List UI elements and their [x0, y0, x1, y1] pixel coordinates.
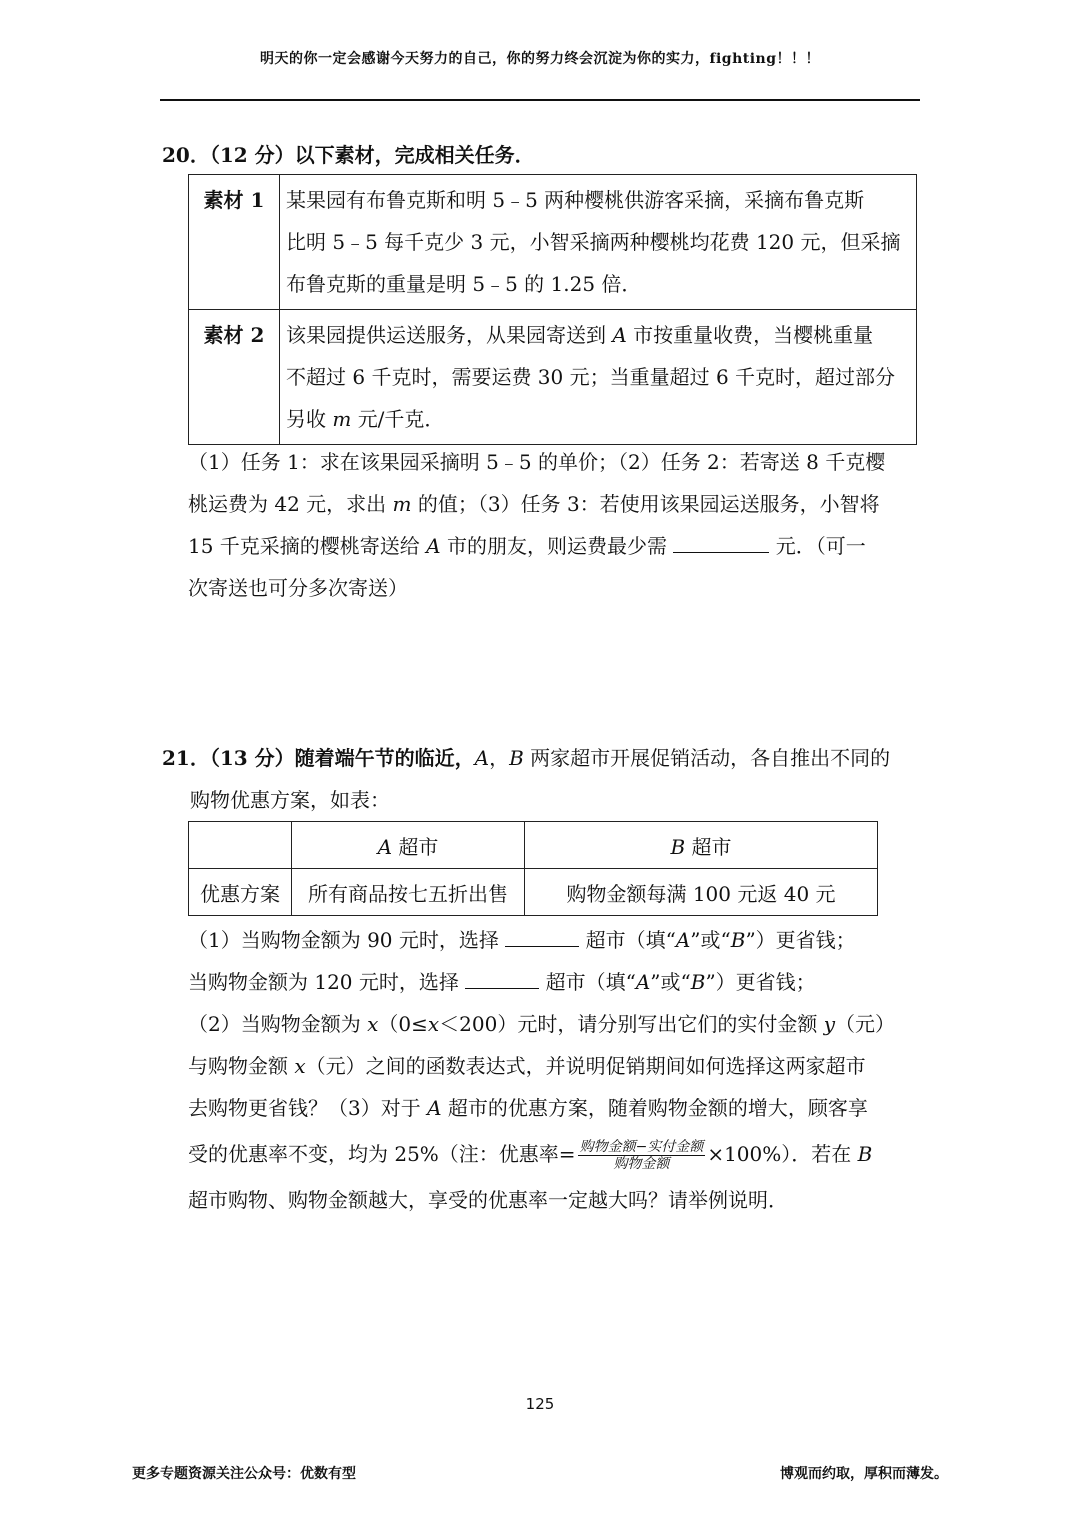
material-2-line: 不超过 6 千克时，需要运费 30 元；当重量超过 6 千克时，超过部分 [286, 365, 896, 389]
part-line: 超市购物、购物金额越大，享受的优惠率一定越大吗？请举例说明． [188, 1188, 788, 1212]
question-21-title: 21．（13 分）随着端午节的临近，A，B 两家超市开展促销活动，各自推出不同的 [162, 746, 891, 770]
task-line: 15 千克采摘的樱桃寄送给 A 市的朋友，则运费最少需 元．（可一 [188, 534, 866, 558]
material-1-text [280, 175, 917, 310]
col-header-b: B 超市 [525, 822, 878, 869]
header-divider [160, 99, 920, 101]
part-line: （1）当购物金额为 90 元时，选择 超市（填“A”或“B”）更省钱； [188, 928, 856, 952]
q21-parts [188, 919, 895, 1221]
page-number: 125 [525, 1395, 555, 1413]
part-line: 受的优惠率不变，均为 25%（注：优惠率= $\frac{\text{购物金额−实付金额}}{\text{购物金额}}$ ×100%）．若在 B [188, 1139, 873, 1172]
answer-blank[interactable] [673, 534, 769, 553]
table-row [189, 869, 878, 916]
task-line: （1）任务 1：求在该果园采摘明 5﹣5 的单价；（2）任务 2：若寄送 8 千克樱 [188, 450, 886, 474]
q21-supermarket-table [188, 821, 878, 916]
task-line: 次寄送也可分多次寄送） [188, 576, 408, 600]
part-line: 去购物更省钱？（3）对于 A 超市的优惠方案，随着购物金额的增大，顾客享 [188, 1096, 868, 1120]
material-2-label: 素材 2 [189, 310, 280, 445]
part-line: 与购物金额 x（元）之间的函数表达式，并说明促销期间如何选择这两家超市 [188, 1054, 866, 1078]
material-2-line: 另收 m 元/千克． [286, 407, 445, 431]
material-1-row [189, 175, 917, 310]
material-2-line: 该果园提供运送服务，从果园寄送到 A 市按重量收费，当樱桃重量 [286, 323, 874, 347]
discount-rate-fraction: $\frac{\text{购物金额−实付金额}}{\text{购物金额}}$ [579, 1139, 704, 1172]
material-1-line: 比明 5﹣5 每千克少 3 元，小智采摘两种樱桃均花费 120 元，但采摘 [286, 230, 901, 254]
table-corner-cell [189, 822, 292, 869]
material-1-label: 素材 1 [189, 175, 280, 310]
part-line: （2）当购物金额为 x（0≤x＜200）元时，请分别写出它们的实付金额 y（元） [188, 1012, 895, 1036]
material-1-line: 布鲁克斯的重量是明 5﹣5 的 1.25 倍． [286, 272, 642, 296]
answer-blank[interactable] [465, 970, 539, 989]
q20-tasks [188, 441, 885, 609]
material-2-row [189, 310, 917, 445]
footer-right-text: 博观而约取，厚积而薄发。 [780, 1466, 948, 1482]
col-header-a: A 超市 [292, 822, 525, 869]
footer-left-text: 更多专题资源关注公众号：优数有型 [132, 1466, 356, 1482]
header-slogan: 明天的你一定会感谢今天努力的自己，你的努力终会沉淀为你的实力，fighting！！！ [259, 51, 821, 67]
question-21-title-cont: 购物优惠方案，如表： [190, 788, 390, 812]
part-line: 当购物金额为 120 元时，选择 超市（填“A”或“B”）更省钱； [188, 970, 816, 994]
answer-blank[interactable] [505, 928, 579, 947]
material-1-line: 某果园有布鲁克斯和明 5﹣5 两种樱桃供游客采摘，采摘布鲁克斯 [286, 188, 865, 212]
cell-b: 购物金额每满 100 元返 40 元 [525, 869, 878, 916]
question-20-title: 20．（12 分）以下素材，完成相关任务． [162, 143, 535, 167]
row-label: 优惠方案 [189, 869, 292, 916]
table-header-row [189, 822, 878, 869]
material-2-text [280, 310, 917, 445]
cell-a: 所有商品按七五折出售 [292, 869, 525, 916]
q20-materials-table [188, 174, 917, 445]
task-line: 桃运费为 42 元，求出 m 的值；（3）任务 3：若使用该果园运送服务，小智将 [188, 492, 880, 516]
